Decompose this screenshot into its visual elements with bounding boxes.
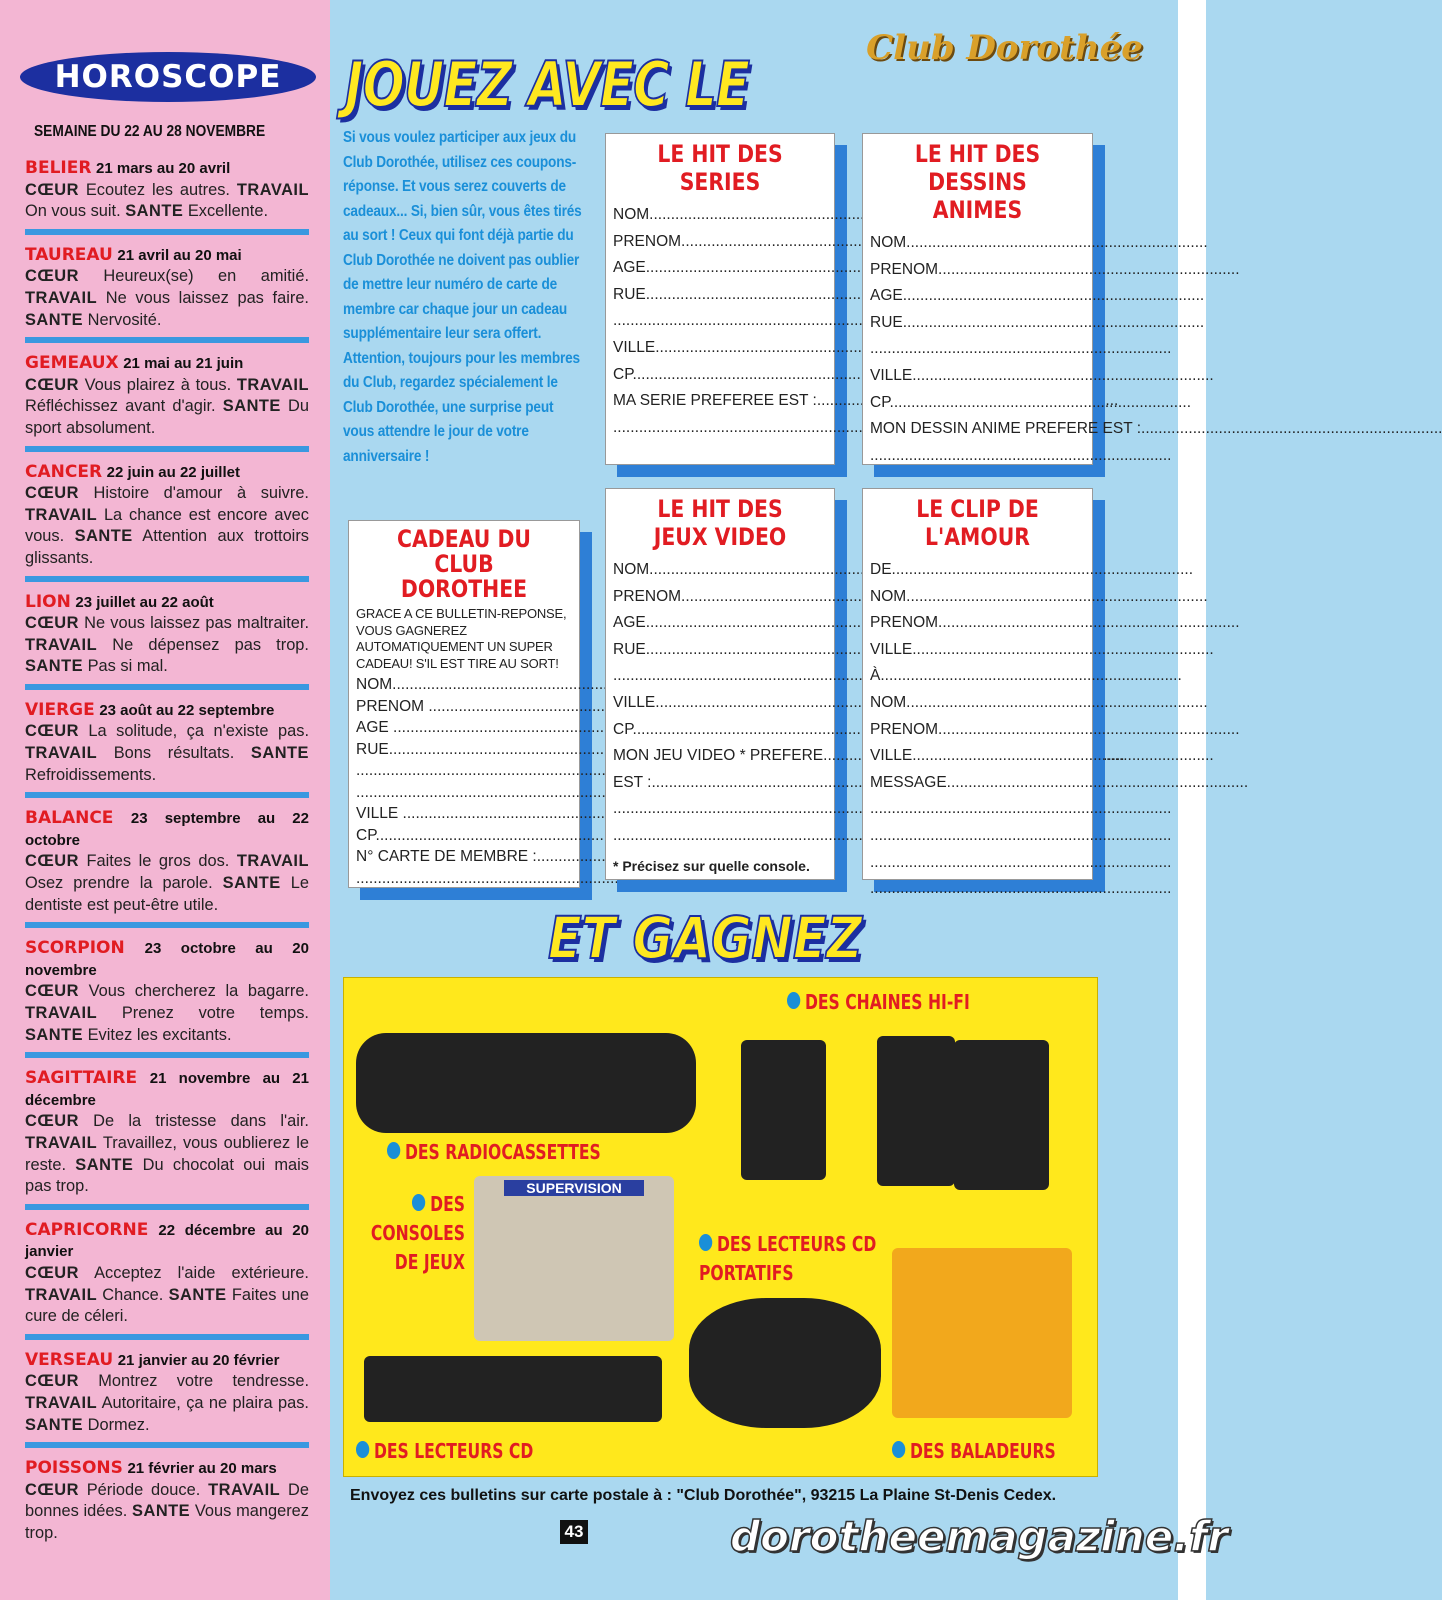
sign-dates: 23 juillet au 22 août [75,593,214,611]
label-sante: SANTE [125,202,184,221]
horoscope-sign [25,1068,309,1210]
sante-text: Attention aux trottoirs glissants. [25,527,309,567]
sign-name: POISSONS [25,1458,123,1479]
label-travail: TRAVAIL [236,375,309,394]
form-field[interactable]: RUE ..... [613,282,827,309]
form-field[interactable]: DE ..... [870,557,1085,584]
label-sante: SANTE [75,1155,134,1174]
page-number: 43 [560,1520,588,1544]
form-field[interactable] [356,868,572,890]
prize-radiocassettes: DES RADIOCASSETTES [387,1138,601,1167]
travail-text: Travaillez, vous oublierez le reste. [25,1133,309,1174]
form-field[interactable]: MA SERIE PREFEREE EST : ..... [613,388,827,415]
horoscope-sign [25,245,309,343]
horoscope-list [25,158,309,1560]
form-field[interactable]: PRENOM ..... [356,696,572,718]
label-travail: TRAVAIL [25,1393,98,1412]
label-sante: SANTE [250,744,309,763]
label-coeur: CŒUR [25,180,79,199]
form-title: LE HIT DES DESSINS ANIMES [914,140,1041,224]
coeur-text: Ecoutez les autres. [85,180,230,199]
form-field[interactable]: PRENOM ..... [613,229,827,256]
label-coeur: CŒUR [25,614,79,633]
form-field[interactable] [613,415,827,442]
form-field[interactable]: RUE ..... [613,637,827,664]
coeur-text: Heureux(se) en amitié. [103,267,309,286]
sign-name: BELIER [25,158,92,178]
coeur-text: Acceptez l'aide extérieure. [94,1263,309,1282]
sign-dates: 21 mars au 20 avril [96,160,231,177]
form-field[interactable]: À ..... [870,663,1085,690]
sante-text: Excellente. [187,202,269,221]
form-title: CADEAU DU CLUB DOROTHEE [397,525,531,603]
form-field[interactable] [870,796,1085,823]
form-field[interactable] [870,823,1085,850]
label-travail: TRAVAIL [25,288,98,307]
sign-dates: 21 novembre au 21 décembre [25,1070,309,1109]
horoscope-sign [25,808,309,928]
prize-cd-portatifs: DES LECTEURS CD PORTATIFS [699,1232,877,1285]
label-sante: SANTE [222,397,281,416]
form-field[interactable]: VILLE ..... [870,637,1085,664]
form-field[interactable]: VILLE ..... [870,743,1085,770]
sante-text: Le dentiste est peut-être utile. [25,874,309,914]
coeur-text: Ne vous laissez pas maltraiter. [84,614,309,633]
form-field[interactable]: CP ..... [613,362,827,389]
horoscope-title: HOROSCOPE [20,52,316,102]
horoscope-sign [25,938,309,1058]
label-travail: TRAVAIL [25,1133,98,1152]
sante-text: Refroidissements. [25,765,157,784]
label-coeur: CŒUR [25,1263,79,1282]
bullet-icon [356,1441,369,1458]
coeur-text: Vous chercherez la bagarre. [88,982,309,1001]
sign-name: SCORPION [25,938,125,959]
sign-name: SAGITTAIRE [25,1068,138,1089]
form-hit-jeux-video [605,488,835,880]
coeur-text: Période douce. [86,1480,201,1499]
prize-consoles: DES CONSOLES DE JEUX [370,1192,465,1274]
form-field[interactable]: RUE ..... [356,739,572,761]
travail-text: Prenez votre temps. [121,1004,309,1022]
horoscope-sign [25,1350,309,1448]
form-field[interactable]: PRENOM ..... [870,717,1085,744]
label-sante: SANTE [74,527,133,546]
form-field[interactable]: AGE ..... [613,610,827,637]
form-field[interactable] [613,308,827,335]
sign-name: VIERGE [25,699,95,720]
label-travail: TRAVAIL [25,1004,98,1022]
label-sante: SANTE [25,310,84,329]
speaker-left-image [877,1036,955,1186]
sign-dates: 22 juin au 22 juillet [106,463,240,481]
label-sante: SANTE [168,1285,227,1304]
sign-dates: 21 février au 20 mars [127,1460,277,1478]
bullet-icon [699,1234,712,1251]
label-coeur: CŒUR [25,267,79,286]
page-title: JOUEZ AVEC LE [345,48,750,121]
form-title: LE HIT DES SERIES [657,140,783,196]
form-field[interactable] [870,876,1085,903]
cd-player-image [364,1356,662,1422]
coeur-text: Histoire d'amour à suivre. [93,484,309,503]
watermark: dorotheemagazine.fr [730,1512,1229,1561]
label-coeur: CŒUR [25,1480,79,1499]
form-field[interactable] [356,760,572,782]
label-coeur: CŒUR [25,375,79,394]
travail-text: Autoritaire, ça ne plaira pas. [101,1393,309,1412]
prize-hifi: DES CHAINES HI-FI [787,988,970,1017]
label-travail: TRAVAIL [236,180,309,199]
form-field[interactable] [870,336,1085,363]
sante-text: Evitez les excitants. [87,1025,232,1044]
label-travail: TRAVAIL [25,505,98,524]
horoscope-sign [25,592,309,690]
speaker-right-image [954,1040,1049,1190]
sante-text: Faites une cure de céleri. [25,1285,309,1326]
form-field[interactable]: AGE ..... [870,283,1085,310]
sante-text: Vous mangerez trop. [25,1502,309,1542]
label-coeur: CŒUR [25,1372,79,1391]
sign-name: VERSEAU [25,1349,114,1370]
form-field[interactable] [613,796,827,823]
form-field[interactable] [613,663,827,690]
prize-lecteurs-cd: DES LECTEURS CD [356,1437,533,1466]
form-field[interactable] [613,823,827,850]
label-coeur: CŒUR [25,484,79,503]
sante-text: Nervosité. [87,310,162,329]
label-travail: TRAVAIL [236,852,309,871]
sante-text: Du chocolat oui mais pas trop. [25,1155,309,1196]
sign-dates: 23 août au 22 septembre [99,701,275,719]
form-field[interactable] [870,850,1085,877]
coeur-text: Vous plairez à tous. [84,375,232,394]
form-field[interactable]: AGE ..... [613,255,827,282]
form-hit-dessins-animes [862,133,1142,465]
bullet-icon [412,1194,425,1211]
bullet-icon [892,1441,905,1458]
form-field[interactable]: CP ..... [613,717,827,744]
console-brand: SUPERVISION [504,1180,644,1196]
label-sante: SANTE [132,1502,191,1521]
radiocassette-image [356,1033,696,1133]
travail-text: Bons résultats. [113,744,235,763]
form-field[interactable]: VILLE ..... [613,690,827,717]
horoscope-sign [25,462,309,582]
form-field[interactable]: VILLE ..... [870,363,1085,390]
form-cadeau-club [348,520,580,888]
bullet-icon [787,992,800,1009]
prizes-title: ET GAGNEZ [548,904,863,972]
form-title: LE HIT DES JEUX VIDEO [653,495,787,551]
travail-text: De bonnes idées. [25,1480,309,1521]
form-clip-amour [862,488,1093,880]
form-footnote: * Précisez sur quelle console. [613,857,810,874]
horoscope-sign [25,1220,309,1340]
travail-text: La chance est encore avec vous. [25,505,309,546]
label-coeur: CŒUR [25,982,79,1001]
coeur-text: Faites le gros dos. [86,852,230,871]
label-travail: TRAVAIL [25,744,98,763]
form-field[interactable]: MON DESSIN ANIME PREFERE EST : ..... [870,416,1085,443]
sign-name: TAUREAU [25,244,113,265]
mailing-address: Envoyez ces bulletins sur carte postale à : "Club Dorothée", 93215 La Plaine St-Denis Cedex. [350,1487,1057,1504]
label-sante: SANTE [25,1025,84,1044]
form-field[interactable]: CP ..... [356,825,572,847]
travail-text: On vous suit. [25,202,121,221]
form-field[interactable]: MESSAGE ..... [870,770,1085,797]
sign-name: LION [25,591,71,612]
label-sante: SANTE [25,657,84,676]
prizes-panel [343,977,1098,1477]
form-field[interactable]: NOM ..... [613,202,827,229]
console-box-image [474,1176,674,1341]
label-coeur: CŒUR [25,852,79,871]
label-travail: TRAVAIL [208,1480,281,1499]
form-field[interactable]: PRENOM ..... [613,584,827,611]
coeur-text: De la tristesse dans l'air. [93,1112,309,1131]
hifi-unit-image [741,1040,826,1180]
travail-text: Réfléchissez avant d'agir. [25,397,216,416]
sign-dates: 23 septembre au 22 octobre [25,810,309,849]
sign-dates: 23 octobre au 20 novembre [25,940,309,979]
label-sante: SANTE [25,1415,84,1434]
form-hit-series [605,133,835,465]
form-note: GRACE A CE BULLETIN-REPONSE, VOUS GAGNEREZ AUTOMATIQUEMENT UN SUPER CADEAU! S'IL EST TIRE AU SORT! [356,606,567,671]
prize-baladeurs: DES BALADEURS [892,1437,1056,1466]
form-field[interactable] [356,782,572,804]
sign-name: GEMEAUX [25,353,119,374]
horoscope-sign [25,353,309,451]
horoscope-sign [25,158,309,235]
sign-dates: 22 décembre au 20 janvier [25,1221,309,1261]
sign-dates: 21 avril au 20 mai [117,246,242,264]
form-field[interactable]: PRENOM ..... [870,257,1085,284]
sante-text: Dormez. [87,1415,150,1434]
travail-text: Osez prendre la parole. [25,874,213,893]
travail-text: Ne dépensez pas trop. [112,635,309,654]
label-coeur: CŒUR [25,722,79,741]
form-field[interactable]: NOM ..... [356,674,572,696]
form-field[interactable]: NOM ..... [870,230,1085,257]
walkman-image [892,1248,1072,1418]
form-field[interactable]: NOM ..... [870,690,1085,717]
form-field[interactable]: NOM ..... [870,584,1085,611]
bullet-icon [387,1142,400,1159]
label-travail: TRAVAIL [25,1285,98,1304]
form-field[interactable]: MON JEU VIDEO * PREFERE ..... [613,743,827,770]
horoscope-sign [25,1458,309,1550]
form-field[interactable]: AGE ..... [356,717,572,739]
form-field[interactable]: PRENOM ..... [870,610,1085,637]
travail-text: Chance. [102,1285,164,1304]
horoscope-week: SEMAINE DU 22 AU 28 NOVEMBRE [34,123,266,140]
form-field[interactable]: CP ..... [870,390,1085,417]
coeur-text: Montrez votre tendresse. [98,1372,309,1391]
label-sante: SANTE [222,874,281,893]
coeur-text: La solitude, ça n'existe pas. [88,722,309,741]
club-dorothee-logo: Club Dorothée [866,28,1143,68]
travail-text: Ne vous laissez pas faire. [105,288,309,307]
label-travail: TRAVAIL [25,635,98,654]
form-field[interactable]: RUE ..... [870,310,1085,337]
portable-cd-image [689,1298,881,1428]
sign-dates: 21 mai au 21 juin [123,355,244,373]
form-field[interactable]: VILLE ..... [356,803,572,825]
form-field[interactable]: N° CARTE DE MEMBRE : ..... [356,846,572,868]
form-field[interactable]: VILLE ..... [613,335,827,362]
intro-text: Si vous voulez participer aux jeux du Club Dorothée, utilisez ces coupons-réponse. Et vous serez couverts de cadeaux... Si, bien sûr, vous êtes tirés au sort ! Ceux qui font déjà partie du Club Dorothée ne doivent pas oublier de mettre leur numéro de carte de membre car chaque jour un cadeau supplémentaire leur sera offert. Attention, toujours pour les membres du Club, regardez spécialement le Club Dorothée, une surprise peut vous attendre le jour de votre anniversaire ! [343,129,582,465]
form-field[interactable]: EST : ..... [613,770,827,797]
sign-dates: 21 janvier au 20 février [117,1351,280,1369]
form-title: LE CLIP DE L'AMOUR [916,495,1039,551]
sign-name: CANCER [25,461,103,482]
form-field[interactable] [870,443,1085,470]
sign-name: CAPRICORNE [25,1219,149,1240]
form-field[interactable]: NOM ..... [613,557,827,584]
sign-name: BALANCE [25,808,114,829]
sante-text: Pas si mal. [87,657,168,676]
horoscope-sign [25,700,309,798]
label-coeur: CŒUR [25,1112,79,1131]
sante-text: Du sport absolument. [25,397,309,437]
